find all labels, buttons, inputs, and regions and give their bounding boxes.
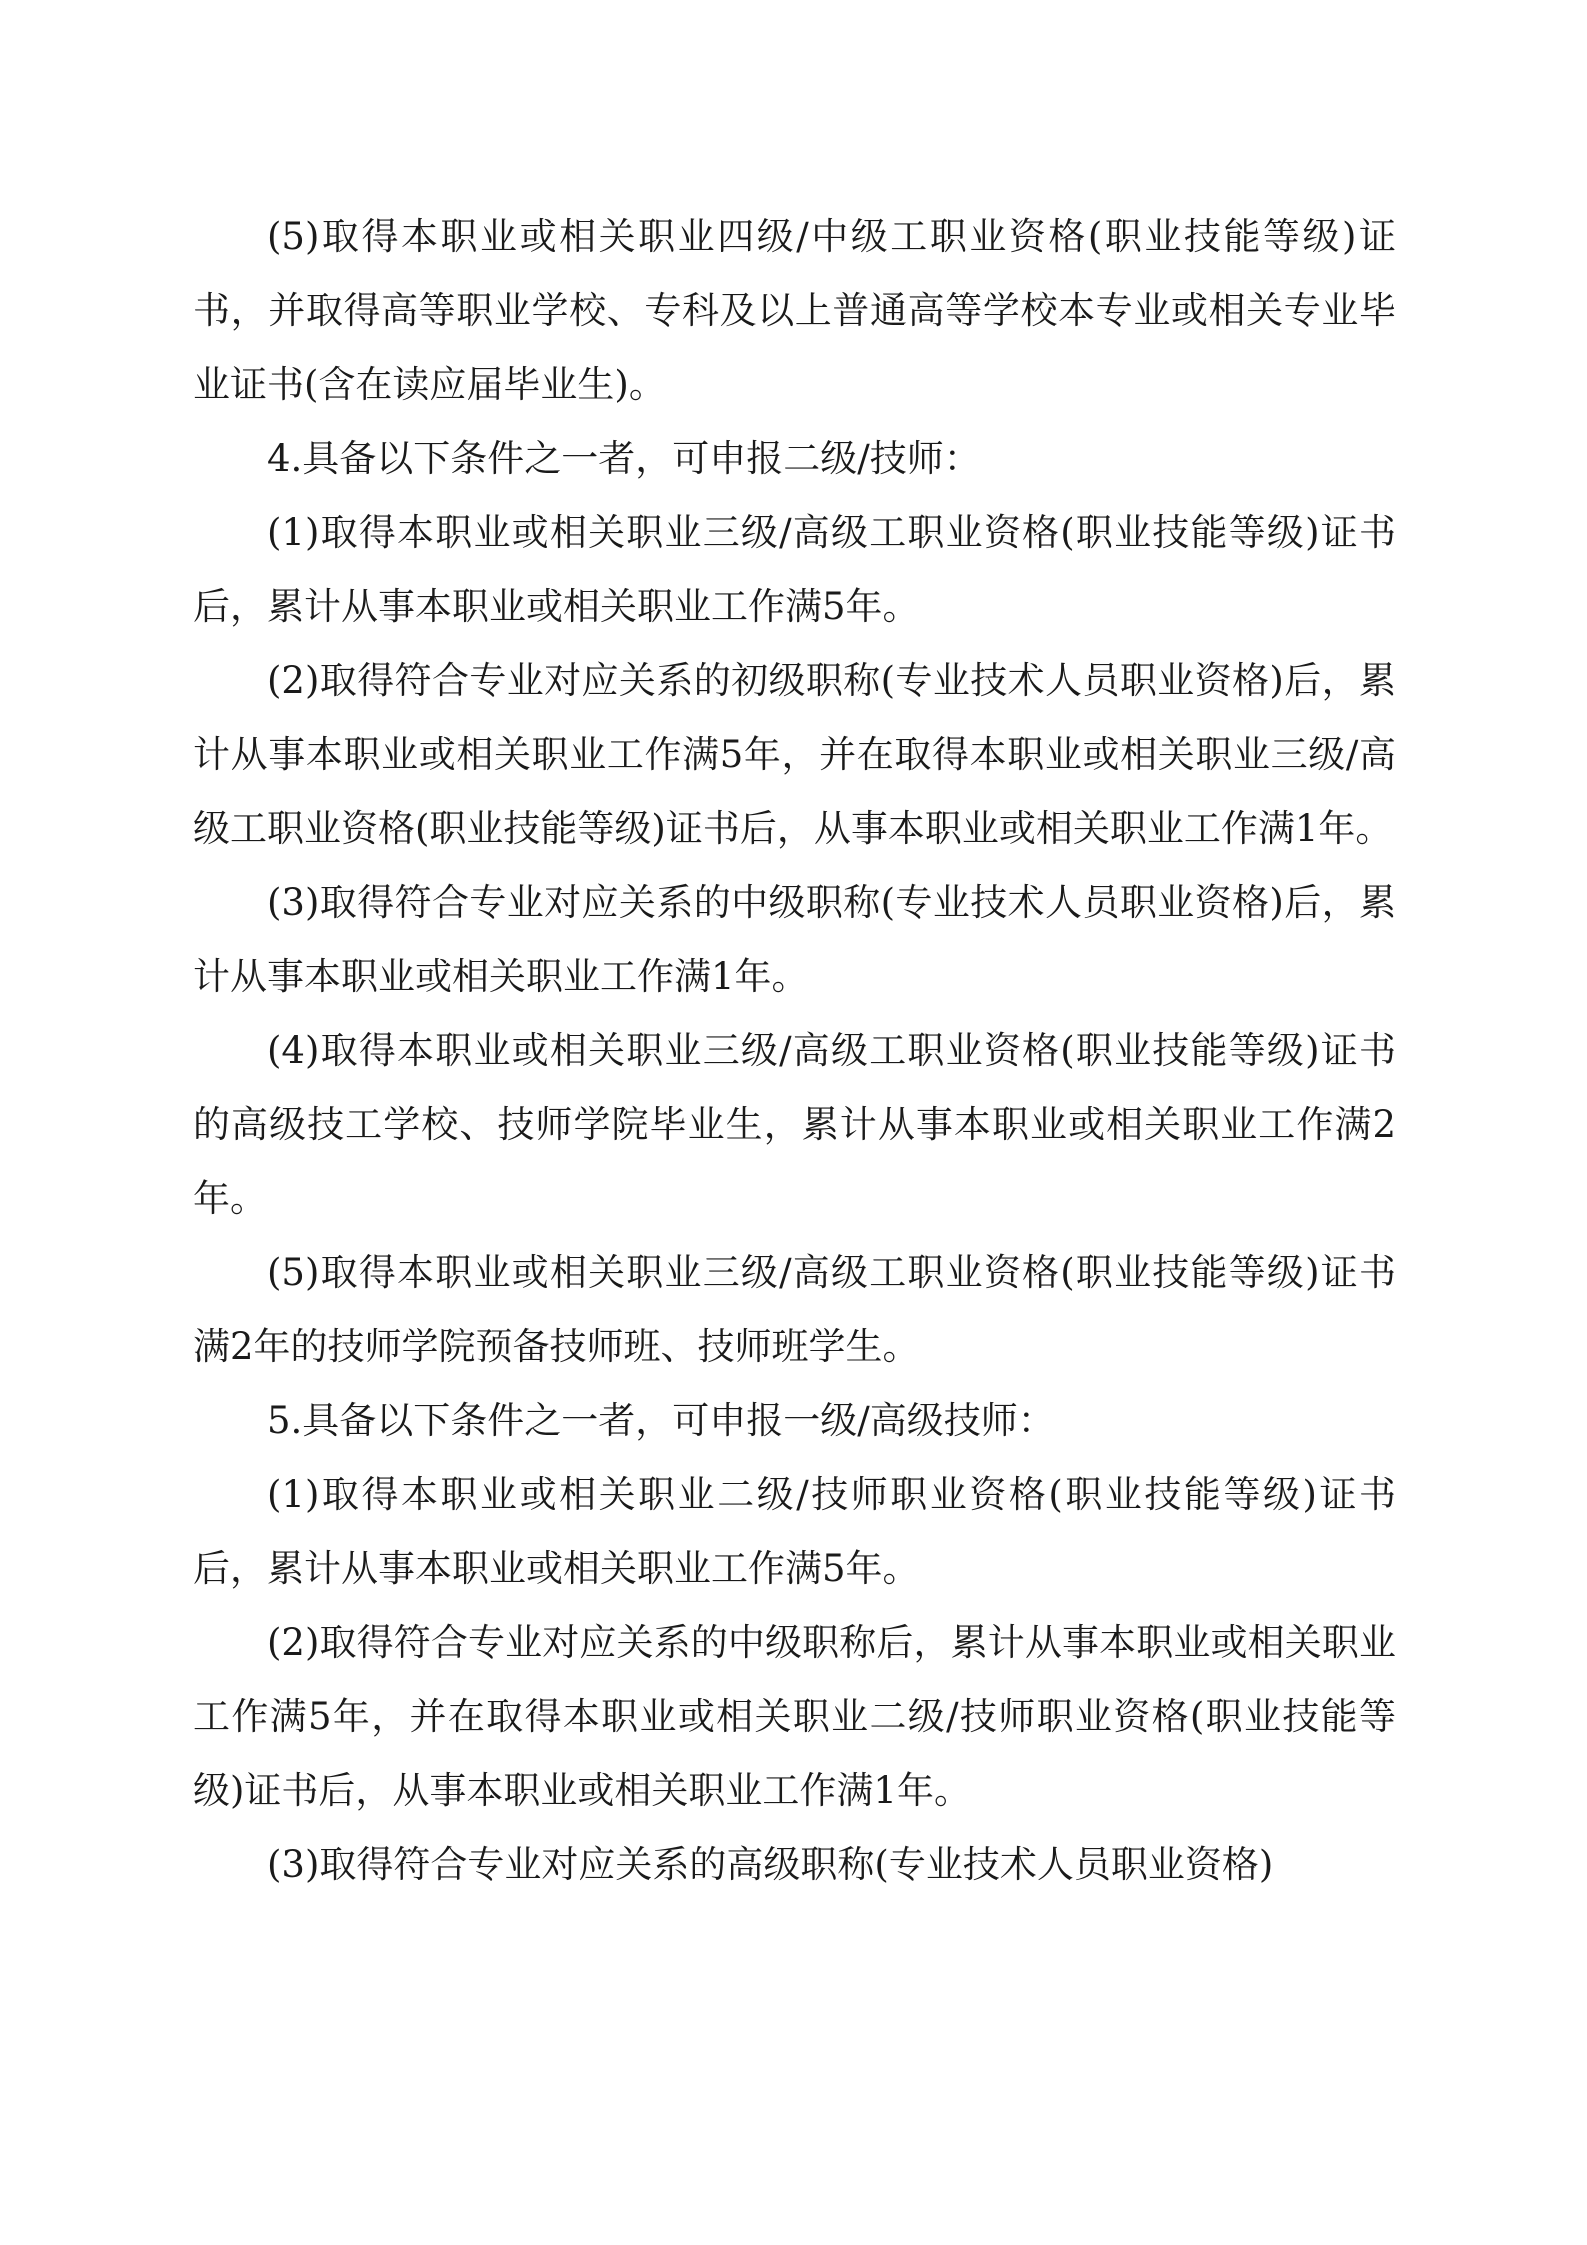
document-body xyxy=(193,200,1396,1902)
paragraph-1-technician-cert: (1)取得本职业或相关职业二级/技师职业资格(职业技能等级)证书后，累计从事本职业或相关职业工作满5年。 xyxy=(193,1473,1396,1590)
paragraph-5-preparatory-technician-student: (5)取得本职业或相关职业三级/高级工职业资格(职业技能等级)证书满2年的技师学院预备技师班、技师班学生。 xyxy=(193,1251,1396,1368)
paragraph-2-junior-title: (2)取得符合专业对应关系的初级职称(专业技术人员职业资格)后，累计从事本职业或相关职业工作满5年，并在取得本职业或相关职业三级/高级工职业资格(职业技能等级)证书后，从事本职业或相关职业工作满1年。 xyxy=(193,659,1396,850)
heading-5-senior-technician-requirements: 5.具备以下条件之一者，可申报一级/高级技师： xyxy=(267,1399,1055,1442)
paragraph-1-three-level-cert: (1)取得本职业或相关职业三级/高级工职业资格(职业技能等级)证书后，累计从事本职业或相关职业工作满5年。 xyxy=(193,511,1396,628)
heading-4-technician-requirements: 4.具备以下条件之一者，可申报二级/技师： xyxy=(267,437,981,480)
paragraph-5-four-level-cert: (5)取得本职业或相关职业四级/中级工职业资格(职业技能等级)证书，并取得高等职业学校、专科及以上普通高等学校本专业或相关专业毕业证书(含在读应届毕业生)。 xyxy=(193,215,1396,406)
paragraph-3-intermediate-title: (3)取得符合专业对应关系的中级职称(专业技术人员职业资格)后，累计从事本职业或相关职业工作满1年。 xyxy=(193,881,1396,998)
paragraph-4-technical-school-graduate: (4)取得本职业或相关职业三级/高级工职业资格(职业技能等级)证书的高级技工学校、技师学院毕业生，累计从事本职业或相关职业工作满2年。 xyxy=(193,1029,1396,1220)
paragraph-2-intermediate-title-senior: (2)取得符合专业对应关系的中级职称后，累计从事本职业或相关职业工作满5年，并在取得本职业或相关职业二级/技师职业资格(职业技能等级)证书后，从事本职业或相关职业工作满1年。 xyxy=(193,1621,1396,1812)
paragraph-3-senior-title: (3)取得符合专业对应关系的高级职称(专业技术人员职业资格) xyxy=(267,1843,1274,1886)
